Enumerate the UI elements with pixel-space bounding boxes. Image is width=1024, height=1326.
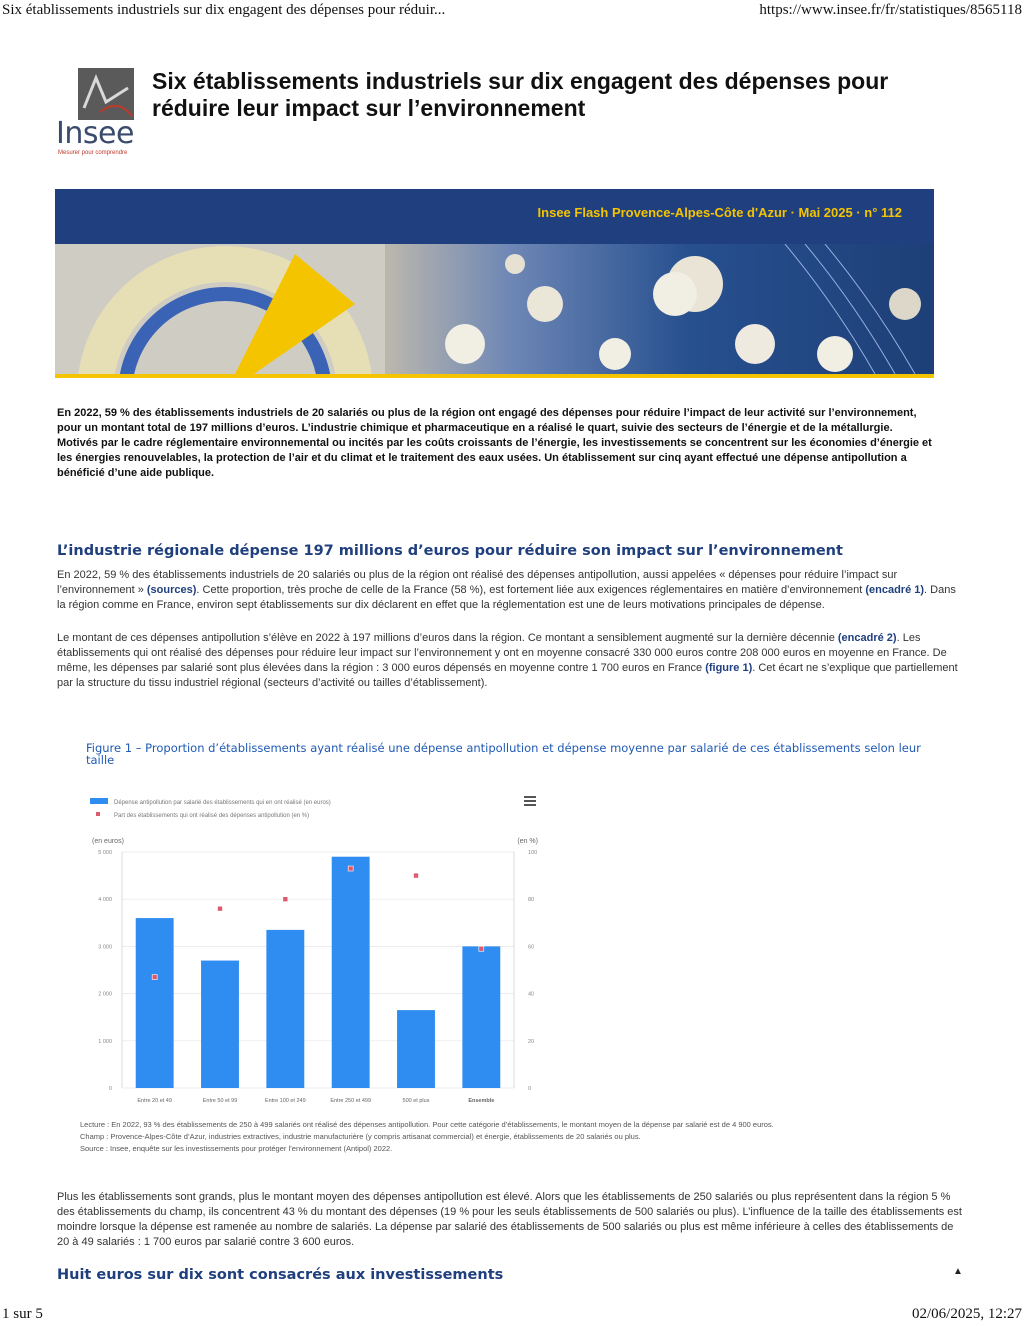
scroll-top-icon[interactable]: ▲	[953, 1266, 963, 1277]
y-left-tick-label: 4 000	[98, 897, 112, 904]
p1-text-b: . Cette proportion, très proche de celle de la France (58 %), est fortement liée aux exigences réglementaires en matière d’environnement	[196, 584, 866, 596]
note-source: Source : Insee, enquête sur les investissements pour protéger l’environnement (Antipol) 2022.	[80, 1144, 393, 1153]
bar-5	[397, 1010, 435, 1088]
bar-2	[201, 961, 239, 1088]
figure-1-title: Figure 1 – Proportion d’établissements ayant réalisé une dépense antipollution et dépense moyenne par salarié de ces établissements selon leur taille	[86, 741, 921, 767]
x-tick-label: Entre 20 et 49	[137, 1098, 172, 1104]
p2-text-c: . Cet écart ne s’explique que partiellement par la structure du tissu industriel régional (secteurs d’activité ou tailles d’établissement).	[57, 662, 958, 689]
p1-text-c: . Dans la région comme en France, environ sept établissements sur dix déclarent en effet que la réglementation est une de leurs motivations principales de dépense.	[57, 584, 956, 611]
x-tick-label: Entre 50 et 99	[202, 1098, 238, 1104]
figure-1-chart	[86, 792, 546, 1112]
logo-tagline: Mesurer pour comprendre	[58, 150, 128, 156]
y-left-tick-label: 0	[108, 1086, 112, 1092]
link-encadre-1[interactable]: (encadré 1)	[865, 584, 925, 596]
bar-1	[136, 918, 174, 1088]
banner-label: Insee Flash Provence-Alpes-Côte d'Azur · Mai 2025 · n° 112	[537, 205, 902, 220]
paragraph-3: Plus les établissements sont grands, plus le montant moyen des dépenses antipollution est élevé. Alors que les établissements de 250 salariés ou plus représentent dans la région 5 % des établissements du champ, ils concentrent 43 % du montant des dépenses (19 % pour les seuls établissements de 500 salariés ou plus). L’influence de la taille des établissements est moindre lorsque la dépense est ramenée au nombre de salariés. La dépense par salarié des établissements de 500 salariés ou plus est même inférieure à celles des établissements de 20 à 49 salariés : 1 700 euros par salarié contre 3 600 euros.	[57, 1191, 962, 1248]
paragraph-1	[57, 568, 963, 613]
point-2	[218, 906, 223, 911]
point-6	[479, 946, 484, 951]
print-header	[0, 2, 1024, 22]
chart-menu-icon[interactable]	[524, 796, 536, 806]
y-left-tick-label: 5 000	[98, 850, 112, 856]
link-figure-1[interactable]: (figure 1)	[705, 662, 753, 674]
print-footer	[0, 1306, 1024, 1326]
section-title-1: L’industrie régionale dépense 197 millions d’euros pour réduire son impact sur l’environnement	[57, 543, 843, 559]
point-3	[283, 897, 288, 902]
link-sources[interactable]: (sources)	[146, 584, 197, 596]
y-right-tick-label: 0	[528, 1086, 532, 1092]
insee-logo[interactable]	[56, 68, 136, 158]
x-tick-label: Entre 250 et 499	[330, 1098, 372, 1104]
publication-banner	[55, 189, 934, 378]
point-4	[348, 866, 353, 871]
y-axis-left-label: (en euros)	[92, 838, 124, 845]
x-tick-label: Entre 100 et 249	[264, 1098, 306, 1104]
y-axis-right-label: (en %)	[517, 838, 538, 845]
print-footer-date: 02/06/2025, 12:27	[911, 1306, 1022, 1322]
p2-text-a: Le montant de ces dépenses antipollution s’élève en 2022 à 197 millions d’euros dans la région. Ce montant a sensiblement augmenté sur la dernière décennie	[57, 632, 838, 644]
figure-1-notes	[80, 1119, 920, 1155]
print-header-title: Six établissements industriels sur dix engagent des dépenses pour réduir...	[2, 2, 446, 18]
print-footer-page: 1 sur 5	[2, 1306, 43, 1322]
bar-3	[266, 930, 304, 1088]
section-title-2: Huit euros sur dix sont consacrés aux investissements	[57, 1267, 504, 1283]
note-champ: Champ : Provence-Alpes-Côte d’Azur, industries extractives, industrie manufacturière (y compris artisanat commercial) et énergie, établissements de 20 salariés ou plus.	[80, 1132, 641, 1141]
y-right-tick-label: 40	[528, 991, 535, 998]
legend-label-points: Part des établissements qui ont réalisé des dépenses antipollution (en %)	[114, 813, 310, 819]
legend-marker-points	[96, 812, 100, 816]
point-1	[152, 975, 157, 980]
note-lecture: Lecture : En 2022, 93 % des établissements de 250 à 499 salariés ont réalisé des dépenses antipollution. Pour cette catégorie d’établissements, le montant moyen de la dépense par salarié est de 4 900 euros.	[80, 1120, 774, 1129]
banner-stripe	[55, 374, 934, 378]
banner-top-bar	[55, 189, 934, 244]
paragraph-2	[57, 631, 963, 691]
p1-text-a: En 2022, 59 % des établissements industriels de 20 salariés ou plus de la région ont réalisé des dépenses antipollution, aussi appelées « dépenses pour réduire l’impact sur l’environnement »	[57, 569, 898, 596]
p2-text-b: . Les établissements qui ont réalisé des dépenses pour réduire leur impact sur l’environnement y ont en moyenne consacré 330 000 euros contre 208 000 euros en moyenne en France. De même, les dépenses par salarié sont plus élevées dans la région : 3 000 euros dépensés en moyenne contre 1 700 euros en France	[57, 632, 947, 674]
point-5	[414, 873, 419, 878]
y-left-tick-label: 2 000	[98, 991, 112, 998]
legend-swatch-bars	[90, 798, 108, 804]
chart-svg	[86, 792, 546, 1112]
y-right-tick-label: 20	[528, 1038, 535, 1045]
y-left-tick-label: 3 000	[98, 944, 112, 951]
y-right-tick-label: 60	[528, 944, 535, 951]
logo-mark-icon	[78, 68, 134, 120]
page-title: Six établissements industriels sur dix engagent des dépenses pour réduire leur impact sur l’environnement	[152, 68, 889, 121]
link-encadre-2[interactable]: (encadré 2)	[837, 632, 897, 644]
intro-summary: En 2022, 59 % des établissements industriels de 20 salariés ou plus de la région ont engagé des dépenses pour réduire l’impact de leur activité sur l’environnement, pour un montant total de 197 millions d’euros. L’industrie chimique et pharmaceutique en a réalisé le quart, suivie des secteurs de l’énergie et de la métallurgie. Motivés par le cadre réglementaire environnemental ou incités par les coûts croissants de l’énergie, les investissements se concentrent sur les économies d’énergie et les énergies renouvelables, la protection de l’air et du climat et le traitement des eaux usées. Un établissement sur cinq ayant effectué une dépense antipollution a bénéficié d’une aide publique.	[57, 407, 932, 479]
bar-6	[462, 946, 500, 1088]
y-right-tick-label: 100	[528, 850, 538, 856]
y-right-tick-label: 80	[528, 897, 535, 904]
x-tick-label: Ensemble	[468, 1098, 495, 1104]
logo-word: Insee	[56, 116, 134, 151]
legend-label-bars: Dépense antipollution par salarié des établissements qui en ont réalisé (en euros)	[114, 800, 331, 806]
print-header-url: https://www.insee.fr/fr/statistiques/8565118	[759, 2, 1022, 18]
y-left-tick-label: 1 000	[98, 1038, 112, 1045]
bar-4	[332, 857, 370, 1088]
banner-illustration	[55, 244, 934, 374]
x-tick-label: 500 et plus	[402, 1098, 430, 1104]
